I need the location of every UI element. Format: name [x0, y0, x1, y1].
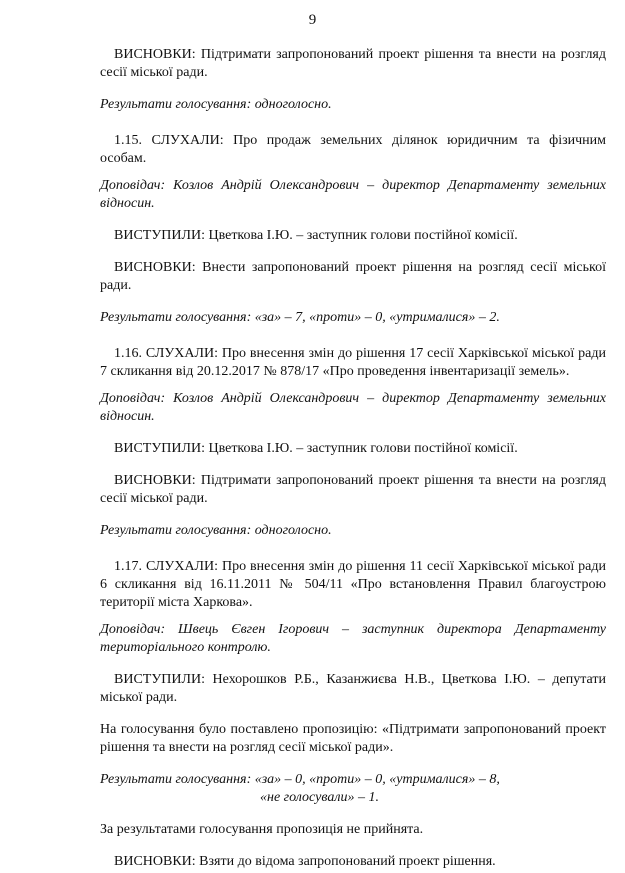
heard-item-1-15: 1.15. СЛУХАЛИ: Про продаж земельних ділянок юридичним та фізичним особам.: [100, 133, 606, 166]
conclusion-paragraph: ВИСНОВКИ: Внести запропонований проект рішення на розгляд сесії міської ради.: [100, 260, 606, 293]
conclusion-paragraph: ВИСНОВКИ: Взяти до відома запропонований проект рішення.: [114, 854, 496, 869]
voting-result-line-1: Результати голосування: «за» – 0, «проти» – 0, «утрималися» – 8,: [100, 772, 500, 787]
spoke-paragraph: ВИСТУПИЛИ: Цветкова І.Ю. – заступник голови постійної комісії.: [114, 228, 518, 243]
conclusion-paragraph: ВИСНОВКИ: Підтримати запропонований проект рішення та внести на розгляд сесії міської ради.: [100, 47, 606, 80]
voting-result-line-2: «не голосували» – 1.: [260, 790, 379, 805]
spoke-paragraph: ВИСТУПИЛИ: Нехорошков Р.Б., Казанжиєва Н.В., Цветкова І.Ю. – депутати міської ради.: [100, 672, 606, 705]
speaker-line: Доповідач: Козлов Андрій Олександрович – директор Департаменту земельних відносин.: [100, 391, 606, 424]
result-statement: За результатами голосування пропозиція не прийнята.: [100, 822, 424, 837]
spoke-paragraph: ВИСТУПИЛИ: Цветкова І.Ю. – заступник голови постійної комісії.: [114, 441, 518, 456]
voting-result: Результати голосування: одноголосно.: [100, 97, 332, 112]
conclusion-paragraph: ВИСНОВКИ: Підтримати запропонований проект рішення та внести на розгляд сесії міської ради.: [100, 473, 606, 506]
page-number: 9: [308, 12, 317, 28]
document-body: [100, 46, 606, 871]
heard-item-1-16: 1.16. СЛУХАЛИ: Про внесення змін до рішення 17 сесії Харківської міської ради 7 скликання від 20.12.2017 № 878/17 «Про проведення інвентаризації земель».: [100, 346, 606, 379]
speaker-line: Доповідач: Козлов Андрій Олександрович – директор Департаменту земельних відносин.: [100, 178, 606, 211]
voting-result: Результати голосування: одноголосно.: [100, 523, 332, 538]
proposal-paragraph: На голосування було поставлено пропозицію: «Підтримати запропонований проект рішення та внести на розгляд сесії міської ради».: [100, 722, 606, 755]
voting-result: Результати голосування: «за» – 7, «проти» – 0, «утрималися» – 2.: [100, 310, 500, 325]
heard-item-1-17: 1.17. СЛУХАЛИ: Про внесення змін до рішення 11 сесії Харківської міської ради 6 скликання від 16.11.2011 № 504/11 «Про встановлення Правил благоустрою території міста Харкова».: [100, 559, 606, 610]
speaker-line: Доповідач: Швець Євген Ігорович – заступник директора Департаменту територіального контролю.: [100, 622, 606, 655]
voting-result: [100, 771, 606, 807]
